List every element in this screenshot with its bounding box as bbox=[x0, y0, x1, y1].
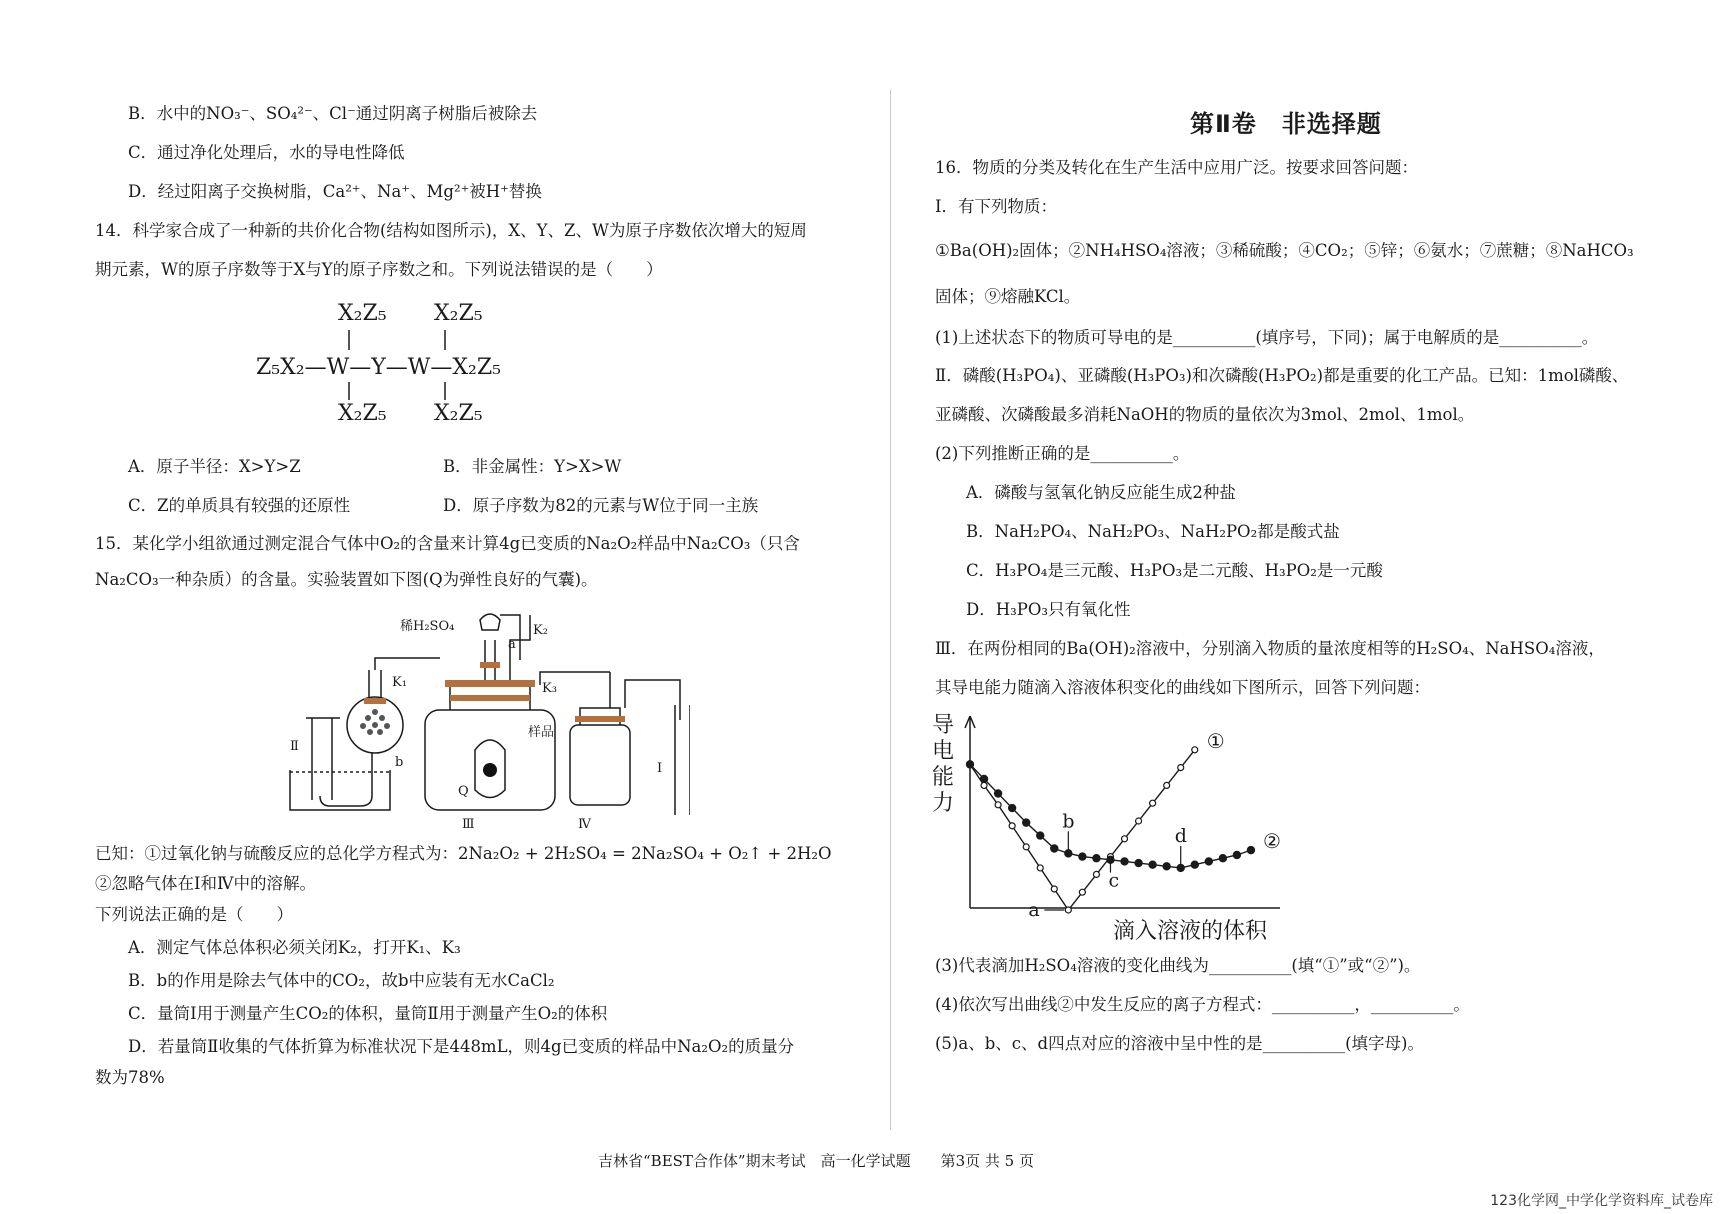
q13-option-c: C．通过净化处理后，水的导电性降低 bbox=[128, 143, 405, 162]
series-1-point bbox=[1023, 844, 1029, 850]
series-2-point bbox=[1233, 851, 1240, 858]
struct-middle: Z₅X₂—W—Y—W—X₂Z₅ bbox=[256, 355, 501, 380]
label-q: Q bbox=[458, 784, 469, 799]
q13-option-d: D．经过阳离子交换树脂，Ca²⁺、Na⁺、Mg²⁺被H⁺替换 bbox=[128, 182, 542, 201]
q16-stem: 16．物质的分类及转化在生产生活中应用广泛。按要求回答问题： bbox=[935, 158, 1418, 177]
q15-stem-line1: 15．某化学小组欲通过测定混合气体中O₂的含量来计算4g已变质的Na₂O₂样品中Na₂CO₃（只含 bbox=[95, 534, 800, 553]
series-1-label: ① bbox=[1206, 728, 1225, 753]
label-II: Ⅱ bbox=[290, 739, 299, 754]
watermark: 123化学网_中学化学资料库_试卷库 bbox=[1490, 1193, 1713, 1209]
struct-bottom-1: X₂Z₅ bbox=[338, 401, 387, 426]
series-1-point bbox=[1079, 889, 1085, 895]
series-2-point bbox=[1149, 861, 1156, 868]
q15-stem-line2: Na₂CO₃一种杂质）的含量。实验装置如下图(Q为弹性良好的气囊)。 bbox=[95, 570, 598, 589]
series-1-point bbox=[1136, 818, 1142, 824]
q15-option-b: B．b的作用是除去气体中的CO₂，故b中应装有无水CaCl₂ bbox=[128, 971, 555, 990]
series-2-label: ② bbox=[1262, 829, 1281, 854]
q16-substance-list-2: 固体；⑨熔融KCl。 bbox=[935, 287, 1081, 306]
series-2-point bbox=[980, 775, 987, 782]
series-2-point bbox=[1037, 832, 1044, 839]
series-2-point bbox=[1163, 863, 1170, 870]
label-k2: K₂ bbox=[533, 623, 548, 638]
series-1-point bbox=[995, 802, 1001, 808]
series-2-point bbox=[1191, 861, 1198, 868]
q15-known-2: ②忽略气体在Ⅰ和Ⅳ中的溶解。 bbox=[95, 874, 317, 893]
q16-option-a: A．磷酸与氢氧化钠反应能生成2种盐 bbox=[966, 483, 1236, 502]
point-label-b: b bbox=[1062, 810, 1075, 833]
struct-top-2: X₂Z₅ bbox=[434, 301, 483, 326]
series-1-point bbox=[1009, 823, 1015, 829]
series-1-point bbox=[981, 782, 987, 788]
q15-known-1: 已知：①过氧化钠与硫酸反应的总化学方程式为：2Na₂O₂ + 2H₂SO₄ = 2Na₂SO₄ + O₂↑ + 2H₂O bbox=[95, 844, 832, 863]
series-2-point bbox=[1247, 847, 1254, 854]
series-2-point bbox=[1093, 855, 1100, 862]
series-1-point bbox=[1093, 871, 1099, 877]
q14-option-d: D．原子序数为82的元素与W位于同一主族 bbox=[443, 496, 759, 515]
series-1-point bbox=[1037, 865, 1043, 871]
q16-part2-line1: Ⅱ．磷酸(H₃PO₄)、亚磷酸(H₃PO₃)和次磷酸(H₃PO₂)都是重要的化工产品。已知：1mol磷酸、 bbox=[935, 366, 1629, 385]
q16-sub1: (1)上述状态下的物质可导电的是__________(填序号，下同)；属于电解质的是__________。 bbox=[935, 328, 1599, 347]
q13-option-b: B．水中的NO₃⁻、SO₄²⁻、Cl⁻通过阴离子树脂后被除去 bbox=[128, 104, 538, 123]
series-2-point bbox=[1135, 859, 1142, 866]
point-label-d: d bbox=[1174, 824, 1187, 847]
q14-option-c: C．Z的单质具有较强的还原性 bbox=[128, 496, 351, 515]
q15-question: 下列说法正确的是（ ） bbox=[95, 905, 293, 924]
q16-option-b: B．NaH₂PO₄、NaH₂PO₃、NaH₂PO₂都是酸式盐 bbox=[966, 522, 1340, 541]
label-b: b bbox=[395, 755, 404, 770]
x-axis-label: 滴入溶液的体积 bbox=[1113, 919, 1268, 944]
y-axis-label-char: 电 bbox=[932, 739, 955, 764]
conductivity-chart bbox=[930, 708, 1290, 948]
q16-sub2: (2)下列推断正确的是__________。 bbox=[935, 444, 1190, 463]
q14-stem-line2: 期元素，W的原子序数等于X与Y的原子序数之和。下列说法错误的是（ ） bbox=[95, 260, 663, 279]
series-2-point bbox=[1065, 850, 1072, 857]
label-k3: K₃ bbox=[542, 681, 557, 696]
series-2-point bbox=[1121, 858, 1128, 865]
series-1-point bbox=[1051, 886, 1057, 892]
label-acid: 稀H₂SO₄ bbox=[400, 619, 455, 634]
label-IV: Ⅳ bbox=[578, 817, 591, 832]
struct-top-1: X₂Z₅ bbox=[338, 301, 387, 326]
y-axis-label-char: 能 bbox=[932, 765, 955, 790]
y-axis-label-char: 力 bbox=[932, 791, 955, 816]
series-1-point bbox=[1192, 747, 1198, 753]
q14-option-b: B．非金属性：Y>X>W bbox=[443, 457, 622, 476]
point-label-c: c bbox=[1108, 869, 1120, 892]
section-title: 第Ⅱ卷 非选择题 bbox=[1190, 110, 1382, 138]
q16-part3-line1: Ⅲ．在两份相同的Ba(OH)₂溶液中，分别滴入物质的量浓度相等的H₂SO₄、NaHSO₄溶液， bbox=[935, 639, 1605, 658]
series-line-1 bbox=[970, 750, 1195, 910]
label-III: Ⅲ bbox=[462, 817, 475, 832]
point-label-a: a bbox=[1028, 899, 1040, 921]
q14-structure-diagram bbox=[250, 298, 550, 434]
series-1-point bbox=[1065, 907, 1071, 913]
series-2-point bbox=[1219, 855, 1226, 862]
struct-bottom-2: X₂Z₅ bbox=[434, 401, 483, 426]
series-2-point bbox=[1079, 853, 1086, 860]
q16-sub3: (3)代表滴加H₂SO₄溶液的变化曲线为__________(填“①”或“②”)。 bbox=[935, 956, 1421, 975]
q15-option-d-line1: D．若量筒Ⅱ收集的气体折算为标准状况下是448mL，则4g已变质的样品中Na₂O₂的质量分 bbox=[128, 1037, 795, 1056]
q16-option-d: D．H₃PO₃只有氧化性 bbox=[966, 600, 1131, 619]
series-2-point bbox=[1009, 804, 1016, 811]
q14-option-a: A．原子半径：X>Y>Z bbox=[128, 457, 301, 476]
series-1-point bbox=[1164, 782, 1170, 788]
label-I: Ⅰ bbox=[657, 761, 663, 776]
q15-option-a: A．测定气体总体积必须关闭K₂，打开K₁、K₃ bbox=[128, 938, 461, 957]
q16-option-c: C．H₃PO₄是三元酸、H₃PO₃是二元酸、H₃PO₂是一元酸 bbox=[966, 561, 1383, 580]
column-divider bbox=[890, 90, 891, 1130]
series-1-point bbox=[1178, 765, 1184, 771]
q16-sub5: (5)a、b、c、d四点对应的溶液中呈中性的是__________(填字母)。 bbox=[935, 1034, 1424, 1053]
q14-stem-line1: 14．科学家合成了一种新的共价化合物(结构如图所示)，X、Y、Z、W为原子序数依次增大的短周 bbox=[95, 221, 807, 240]
q16-sub4: (4)依次写出曲线②中发生反应的离子方程式：__________，__________。 bbox=[935, 995, 1470, 1014]
series-line-2 bbox=[970, 764, 1251, 868]
q16-substance-list-1: ①Ba(OH)₂固体；②NH₄HSO₄溶液；③稀硫酸；④CO₂；⑤锌；⑥氨水；⑦蔗糖；⑧NaHCO₃ bbox=[935, 241, 1634, 260]
series-2-point bbox=[1177, 864, 1184, 871]
q16-part2-line2: 亚磷酸、次磷酸最多消耗NaOH的物质的量依次为3mol、2mol、1mol。 bbox=[935, 405, 1475, 424]
series-2-point bbox=[994, 790, 1001, 797]
q16-part3-line2: 其导电能力随滴入溶液体积变化的曲线如下图所示，回答下列问题： bbox=[935, 678, 1430, 697]
series-2-point bbox=[966, 761, 973, 768]
series-1-point bbox=[1150, 800, 1156, 806]
page-footer: 吉林省“BEST合作体”期末考试 高一化学试题 第3页 共 5 页 bbox=[598, 1152, 1034, 1170]
q15-option-c: C．量筒Ⅰ用于测量产生CO₂的体积，量筒Ⅱ用于测量产生O₂的体积 bbox=[128, 1004, 608, 1023]
q15-option-d-line2: 数为78% bbox=[95, 1068, 165, 1087]
q16-part1-heading: Ⅰ．有下列物质： bbox=[935, 197, 1058, 216]
label-a: a bbox=[508, 637, 516, 652]
q15-apparatus-diagram bbox=[280, 600, 690, 840]
y-axis-label-char: 导 bbox=[932, 713, 955, 738]
series-2-point bbox=[1023, 819, 1030, 826]
series-2-point bbox=[1051, 845, 1058, 852]
series-1-point bbox=[1122, 836, 1128, 842]
series-2-point bbox=[1205, 858, 1212, 865]
label-k1: K₁ bbox=[392, 675, 407, 690]
label-sample: 样品 bbox=[528, 725, 555, 740]
